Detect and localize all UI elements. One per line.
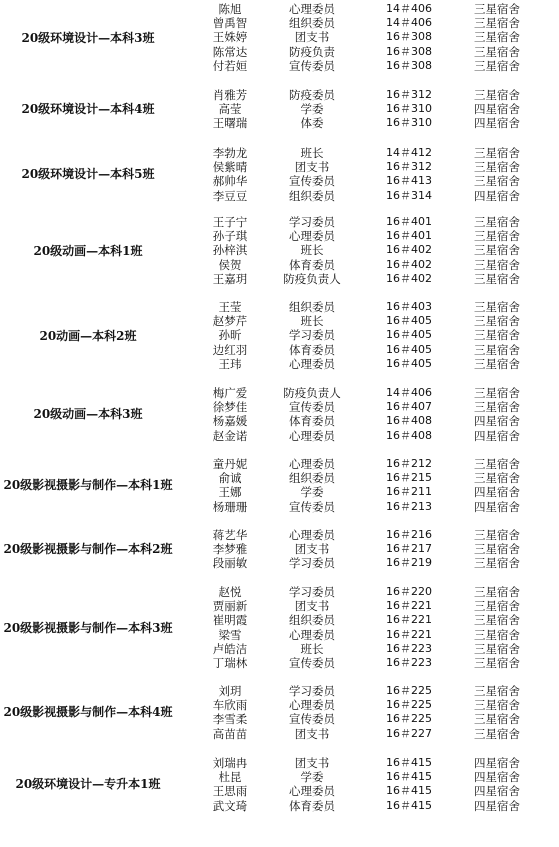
dorm-room: 16＃219: [386, 556, 432, 570]
member-row: [0, 599, 559, 613]
dorm-rating: 四星宿舍: [474, 784, 520, 799]
member-name: 杨珊珊: [212, 499, 248, 514]
member-name: 车欣雨: [212, 698, 248, 713]
member-name: 王莹: [218, 300, 242, 314]
dorm-rating: 三星宿舍: [474, 542, 520, 557]
dorm-room: 14＃412: [386, 146, 432, 159]
dorm-room: 16＃225: [386, 712, 432, 726]
member-row: [0, 386, 559, 400]
member-name: 孙梓淇: [212, 243, 248, 258]
member-row: [0, 59, 559, 73]
member-row: [0, 471, 559, 485]
member-name: 郝帅华: [212, 174, 248, 189]
dorm-rating: 三星宿舍: [474, 698, 520, 713]
member-role: 宣传委员: [289, 400, 335, 415]
member-role: 学习委员: [289, 585, 335, 599]
dorm-room: 16＃402: [386, 257, 432, 271]
class-name-label: 20级环境设计—本科4班: [21, 102, 155, 117]
dorm-rating: 三星宿舍: [474, 146, 520, 160]
member-row: [0, 628, 559, 642]
member-name: 杨嘉媛: [212, 414, 248, 429]
dorm-rating: 三星宿舍: [474, 627, 520, 642]
member-name: 孙昕: [218, 328, 242, 343]
member-row: [0, 799, 559, 813]
dorm-room: 16＃212: [386, 457, 432, 470]
member-name: 李雪柔: [212, 712, 248, 727]
member-row: [0, 45, 559, 59]
dorm-room: 16＃211: [386, 485, 432, 499]
dorm-room: 16＃215: [386, 471, 432, 485]
class-name-label: 20级环境设计—本科3班: [21, 30, 155, 45]
dorm-rating: 三星宿舍: [474, 229, 520, 244]
dorm-room: 16＃413: [386, 174, 432, 188]
member-name: 赵金诺: [212, 428, 248, 443]
dorm-rating: 三星宿舍: [474, 328, 520, 343]
dorm-rating: 三星宿舍: [474, 641, 520, 656]
class-group: [0, 756, 559, 813]
class-group: [0, 300, 559, 371]
dorm-rating: 三星宿舍: [474, 457, 520, 471]
member-name: 付若姮: [212, 58, 248, 73]
member-name: 李勃龙: [212, 146, 248, 160]
member-row: [0, 414, 559, 428]
member-row: [0, 30, 559, 44]
dorm-room: 16＃415: [386, 770, 432, 784]
dorm-rating: 三星宿舍: [474, 400, 520, 415]
member-row: [0, 485, 559, 499]
member-row: [0, 727, 559, 741]
member-row: [0, 642, 559, 656]
class-group: [0, 215, 559, 286]
dorm-room: 16＃223: [386, 656, 432, 669]
dorm-rating: 三星宿舍: [474, 257, 520, 272]
member-role: 学委: [300, 770, 324, 785]
class-name-label: 20级影视摄影与制作—本科1班: [3, 478, 173, 493]
class-group: [0, 88, 559, 131]
member-row: [0, 146, 559, 160]
dorm-rating: 三星宿舍: [474, 356, 520, 371]
dorm-room: 16＃220: [386, 585, 432, 598]
member-row: [0, 585, 559, 599]
dorm-room: 16＃415: [386, 798, 432, 812]
member-role: 组织委员: [289, 613, 335, 628]
member-role: 心理委员: [289, 457, 335, 471]
dorm-room: 16＃407: [386, 400, 432, 414]
dorm-room: 14＃406: [386, 386, 432, 399]
member-role: 心理委员: [289, 698, 335, 713]
member-role: 防疫委员: [289, 88, 335, 102]
member-row: [0, 712, 559, 726]
member-name: 崔明霞: [212, 613, 248, 628]
member-role: 宣传委员: [289, 58, 335, 73]
dorm-room: 16＃310: [386, 116, 432, 130]
member-role: 体育委员: [289, 414, 335, 429]
class-name-label: 20动画—本科2班: [39, 328, 137, 343]
class-group: [0, 457, 559, 514]
member-role: 防疫负责人: [283, 271, 341, 286]
member-row: [0, 102, 559, 116]
dorm-room: 16＃216: [386, 528, 432, 541]
member-name: 梁雪: [218, 627, 242, 642]
member-row: [0, 457, 559, 471]
dorm-room: 16＃310: [386, 102, 432, 116]
dorm-rating: 三星宿舍: [474, 44, 520, 59]
member-role: 体委: [300, 116, 324, 131]
member-name: 段丽敏: [212, 556, 248, 571]
member-role: 组织委员: [289, 188, 335, 203]
member-name: 王嘉玥: [212, 271, 248, 286]
dorm-room: 16＃401: [386, 229, 432, 243]
member-role: 宣传委员: [289, 656, 335, 670]
member-name: 曾禹智: [212, 16, 248, 31]
member-row: [0, 684, 559, 698]
member-row: [0, 400, 559, 414]
dorm-room: 16＃402: [386, 271, 432, 285]
member-row: [0, 16, 559, 30]
member-name: 武文琦: [212, 798, 248, 813]
dorm-room: 16＃415: [386, 784, 432, 798]
member-name: 赵悦: [218, 585, 242, 599]
member-name: 王子宁: [212, 215, 248, 229]
dorm-rating: 四星宿舍: [474, 428, 520, 443]
dorm-room: 16＃221: [386, 599, 432, 613]
dorm-rating: 三星宿舍: [474, 243, 520, 258]
member-name: 王曙瑞: [212, 116, 248, 131]
member-row: [0, 357, 559, 371]
member-name: 王思雨: [212, 784, 248, 799]
dorm-rating: 四星宿舍: [474, 798, 520, 813]
member-role: 心理委员: [289, 784, 335, 799]
dorm-room: 16＃402: [386, 243, 432, 257]
member-row: [0, 243, 559, 257]
member-name: 侯紫晴: [212, 160, 248, 175]
member-name: 李梦雅: [212, 542, 248, 557]
member-name: 卢皓洁: [212, 641, 248, 656]
member-name: 梅广爱: [212, 386, 248, 400]
member-role: 体育委员: [289, 257, 335, 272]
member-name: 侯贺: [218, 257, 242, 272]
member-role: 防疫负责: [289, 44, 335, 59]
dorm-room: 16＃408: [386, 414, 432, 428]
class-group: [0, 2, 559, 73]
member-role: 心理委员: [289, 428, 335, 443]
member-role: 宣传委员: [289, 174, 335, 189]
member-name: 高苗苗: [212, 726, 248, 741]
class-group: [0, 386, 559, 443]
member-name: 赵梦芹: [212, 314, 248, 329]
dorm-rating: 三星宿舍: [474, 599, 520, 614]
member-role: 组织委员: [289, 300, 335, 314]
dorm-rating: 三星宿舍: [474, 174, 520, 189]
dorm-rating: 三星宿舍: [474, 342, 520, 357]
member-role: 防疫负责人: [283, 386, 341, 400]
dorm-room: 16＃221: [386, 627, 432, 641]
member-role: 心理委员: [289, 356, 335, 371]
member-row: [0, 88, 559, 102]
class-group: [0, 684, 559, 741]
member-role: 学习委员: [289, 328, 335, 343]
dorm-rating: 四星宿舍: [474, 188, 520, 203]
dorm-room: 16＃312: [386, 160, 432, 174]
dorm-rating: 三星宿舍: [474, 2, 520, 16]
dorm-rating: 三星宿舍: [474, 314, 520, 329]
member-row: [0, 542, 559, 556]
dorm-rating: 四星宿舍: [474, 414, 520, 429]
dorm-rating: 三星宿舍: [474, 386, 520, 400]
dorm-room: 16＃314: [386, 188, 432, 202]
member-row: [0, 784, 559, 798]
class-group: [0, 146, 559, 203]
dorm-room: 16＃405: [386, 328, 432, 342]
member-role: 学习委员: [289, 684, 335, 698]
dorm-rating: 三星宿舍: [474, 656, 520, 670]
member-row: [0, 756, 559, 770]
member-name: 陈旭: [218, 2, 242, 16]
dorm-rating: 三星宿舍: [474, 528, 520, 542]
dorm-rating: 四星宿舍: [474, 756, 520, 770]
dorm-room: 16＃405: [386, 342, 432, 356]
member-role: 宣传委员: [289, 499, 335, 514]
member-row: [0, 258, 559, 272]
member-role: 学委: [300, 102, 324, 117]
class-group: [0, 585, 559, 670]
member-name: 丁瑞林: [212, 656, 248, 670]
dorm-rating: 四星宿舍: [474, 499, 520, 514]
member-role: 组织委员: [289, 16, 335, 31]
member-role: 体育委员: [289, 798, 335, 813]
member-name: 王姝婷: [212, 30, 248, 45]
dorm-room: 14＃406: [386, 2, 432, 15]
member-row: [0, 698, 559, 712]
member-row: [0, 174, 559, 188]
dorm-room: 16＃225: [386, 698, 432, 712]
dorm-rating: 三星宿舍: [474, 160, 520, 175]
dorm-rating: 三星宿舍: [474, 300, 520, 314]
member-row: [0, 160, 559, 174]
dorm-room: 16＃308: [386, 58, 432, 72]
member-role: 心理委员: [289, 528, 335, 542]
member-name: 王玮: [218, 356, 242, 371]
member-name: 陈常达: [212, 44, 248, 59]
member-row: [0, 272, 559, 286]
member-role: 班长: [300, 641, 324, 656]
dorm-room: 16＃221: [386, 613, 432, 627]
dorm-rating: 三星宿舍: [474, 471, 520, 486]
dorm-room: 16＃415: [386, 756, 432, 769]
dorm-room: 16＃308: [386, 30, 432, 44]
dorm-room: 16＃225: [386, 684, 432, 697]
member-row: [0, 613, 559, 627]
member-role: 心理委员: [289, 229, 335, 244]
member-role: 学习委员: [289, 215, 335, 229]
member-role: 班长: [300, 146, 324, 160]
member-row: [0, 189, 559, 203]
dorm-rating: 三星宿舍: [474, 58, 520, 73]
dorm-room: 16＃223: [386, 641, 432, 655]
class-name-label: 20级环境设计—专升本1班: [15, 777, 161, 792]
member-role: 团支书: [294, 756, 330, 770]
member-row: [0, 116, 559, 130]
dorm-rating: 三星宿舍: [474, 88, 520, 102]
dorm-rating: 三星宿舍: [474, 215, 520, 229]
member-role: 组织委员: [289, 471, 335, 486]
member-name: 高莹: [218, 102, 242, 117]
member-name: 刘玥: [218, 684, 242, 698]
member-role: 团支书: [294, 726, 330, 741]
class-group: [0, 528, 559, 571]
member-row: [0, 429, 559, 443]
dorm-room: 16＃227: [386, 726, 432, 740]
member-role: 学委: [300, 485, 324, 500]
member-name: 肖雅芳: [212, 88, 248, 102]
dorm-rating: 四星宿舍: [474, 116, 520, 131]
member-name: 王娜: [218, 485, 242, 500]
dorm-rating: 三星宿舍: [474, 16, 520, 31]
member-role: 心理委员: [289, 2, 335, 16]
dorm-room: 16＃217: [386, 542, 432, 556]
dorm-rating: 三星宿舍: [474, 30, 520, 45]
member-role: 学习委员: [289, 556, 335, 571]
member-name: 蒋艺华: [212, 528, 248, 542]
member-name: 俞诚: [218, 471, 242, 486]
member-row: [0, 300, 559, 314]
class-name-label: 20级影视摄影与制作—本科3班: [3, 620, 173, 635]
member-name: 刘瑞冉: [212, 756, 248, 770]
member-role: 体育委员: [289, 342, 335, 357]
class-name-label: 20级影视摄影与制作—本科4班: [3, 705, 173, 720]
member-name: 李豆豆: [212, 188, 248, 203]
dorm-rating: 四星宿舍: [474, 770, 520, 785]
dorm-rating: 三星宿舍: [474, 712, 520, 727]
member-role: 心理委员: [289, 627, 335, 642]
class-name-label: 20级动画—本科1班: [33, 243, 143, 258]
member-row: [0, 528, 559, 542]
class-name-label: 20级环境设计—本科5班: [21, 167, 155, 182]
member-name: 孙子琪: [212, 229, 248, 244]
member-row: [0, 500, 559, 514]
member-role: 团支书: [294, 599, 330, 614]
dorm-rating: 三星宿舍: [474, 556, 520, 571]
member-role: 团支书: [294, 30, 330, 45]
member-name: 边红羽: [212, 342, 248, 357]
dorm-room: 16＃403: [386, 300, 432, 313]
member-row: [0, 328, 559, 342]
member-role: 班长: [300, 314, 324, 329]
member-role: 班长: [300, 243, 324, 258]
member-row: [0, 215, 559, 229]
dorm-rating: 三星宿舍: [474, 585, 520, 599]
dorm-rating: 四星宿舍: [474, 102, 520, 117]
class-name-label: 20级影视摄影与制作—本科2班: [3, 542, 173, 557]
member-role: 团支书: [294, 542, 330, 557]
dorm-rating: 三星宿舍: [474, 613, 520, 628]
member-name: 杜昆: [218, 770, 242, 785]
dorm-room: 16＃405: [386, 314, 432, 328]
dorm-room: 16＃401: [386, 215, 432, 228]
member-row: [0, 314, 559, 328]
member-row: [0, 343, 559, 357]
dorm-room: 14＃406: [386, 16, 432, 30]
member-row: [0, 656, 559, 670]
dorm-room: 16＃408: [386, 428, 432, 442]
dorm-rating: 三星宿舍: [474, 726, 520, 741]
member-row: [0, 770, 559, 784]
dorm-room: 16＃308: [386, 44, 432, 58]
dorm-room: 16＃213: [386, 499, 432, 513]
dorm-rating: 四星宿舍: [474, 485, 520, 500]
member-role: 团支书: [294, 160, 330, 175]
member-name: 童丹妮: [212, 457, 248, 471]
dorm-room: 16＃405: [386, 356, 432, 370]
dorm-rating: 三星宿舍: [474, 684, 520, 698]
member-name: 徐梦佳: [212, 400, 248, 415]
dorm-room: 16＃312: [386, 88, 432, 101]
member-name: 贾丽新: [212, 599, 248, 614]
member-role: 宣传委员: [289, 712, 335, 727]
member-row: [0, 2, 559, 16]
class-name-label: 20级动画—本科3班: [33, 407, 143, 422]
member-row: [0, 229, 559, 243]
member-row: [0, 556, 559, 570]
dorm-rating: 三星宿舍: [474, 271, 520, 286]
